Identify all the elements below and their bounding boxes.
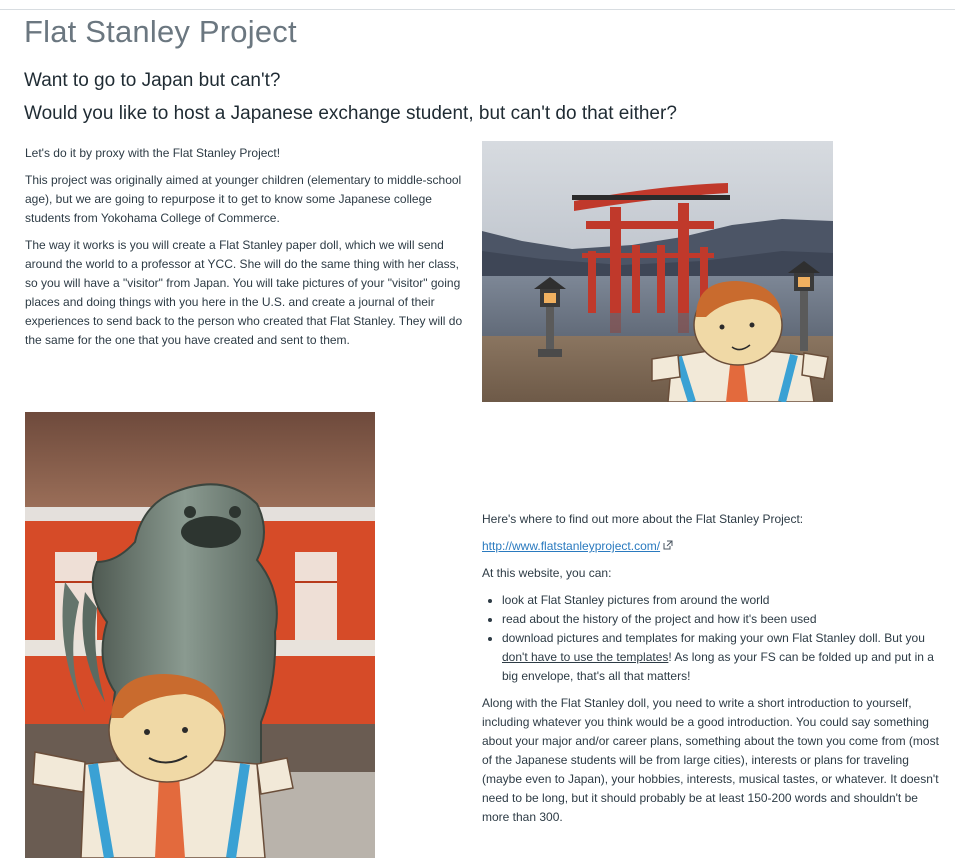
download-text-b: ! As long as your FS can be folded up and put in a big envelope, that's all that matters! bbox=[502, 650, 934, 684]
info-text bbox=[482, 510, 942, 835]
introduction-paragraph: Along with the Flat Stanley doll, you need to write a short introduction to yourself, including whatever you think would be a good introduction. You could say something about your major and/or career plans, something about the town you come from (most of the Japanese students will be from large cities), interests or plans for traveling (maybe even to Japan), your hobbies, interests, musical tastes, or whatever. It doesn't need to be long, but it should probably be at least 150-200 words and shouldn't be more than 300. bbox=[482, 696, 939, 825]
page-title: Flat Stanley Project bbox=[24, 14, 297, 49]
top-divider bbox=[0, 9, 955, 10]
download-text-a: download pictures and templates for making your own Flat Stanley doll. But you bbox=[502, 631, 925, 646]
flat-stanley-website-link[interactable]: http://www.flatstanleyproject.com/ bbox=[482, 539, 661, 553]
heading-japan: Want to go to Japan but can't? bbox=[24, 70, 281, 91]
list-item-download bbox=[502, 629, 942, 686]
intro-paragraph-3: The way it works is you will create a Flat Stanley paper doll, which we will send around the world to a professor at YCC. She will do the same thing with her class, so you will have a "visitor" from Japan. You will take pictures of your "visitor" going places and doing things with you here in the U.S. and create a journal of their experiences to send back to the person who created that Flat Stanley. They will do the same for the one that you have created and sent to them. bbox=[25, 238, 463, 347]
list-item-pictures: • look at Flat Stanley pictures from around the world bbox=[502, 591, 942, 610]
heading-exchange-student: Would you like to host a Japanese exchange student, but can't do that either? bbox=[24, 103, 677, 124]
list-item-history: • read about the history of the project and how it's been used bbox=[502, 610, 942, 629]
external-link-icon bbox=[663, 537, 673, 556]
lion-dog-statue-photo bbox=[25, 412, 375, 858]
website-intro-text: At this website, you can: bbox=[482, 566, 612, 581]
torii-gate-photo bbox=[482, 141, 833, 402]
intro-paragraph-1: Let's do it by proxy with the Flat Stanley Project! bbox=[25, 146, 281, 160]
website-features-list bbox=[482, 591, 942, 686]
find-more-text: Here's where to find out more about the Flat Stanley Project: bbox=[482, 512, 804, 526]
link-paragraph bbox=[482, 537, 942, 556]
intro-paragraph-2: This project was originally aimed at younger children (elementary to middle-school age), but we are going to repurpose it to get to know some Japanese college students from Yokohama College of Commerce. bbox=[25, 173, 462, 225]
templates-underlined-text: don't have to use the templates bbox=[502, 650, 669, 665]
intro-text bbox=[25, 144, 470, 358]
